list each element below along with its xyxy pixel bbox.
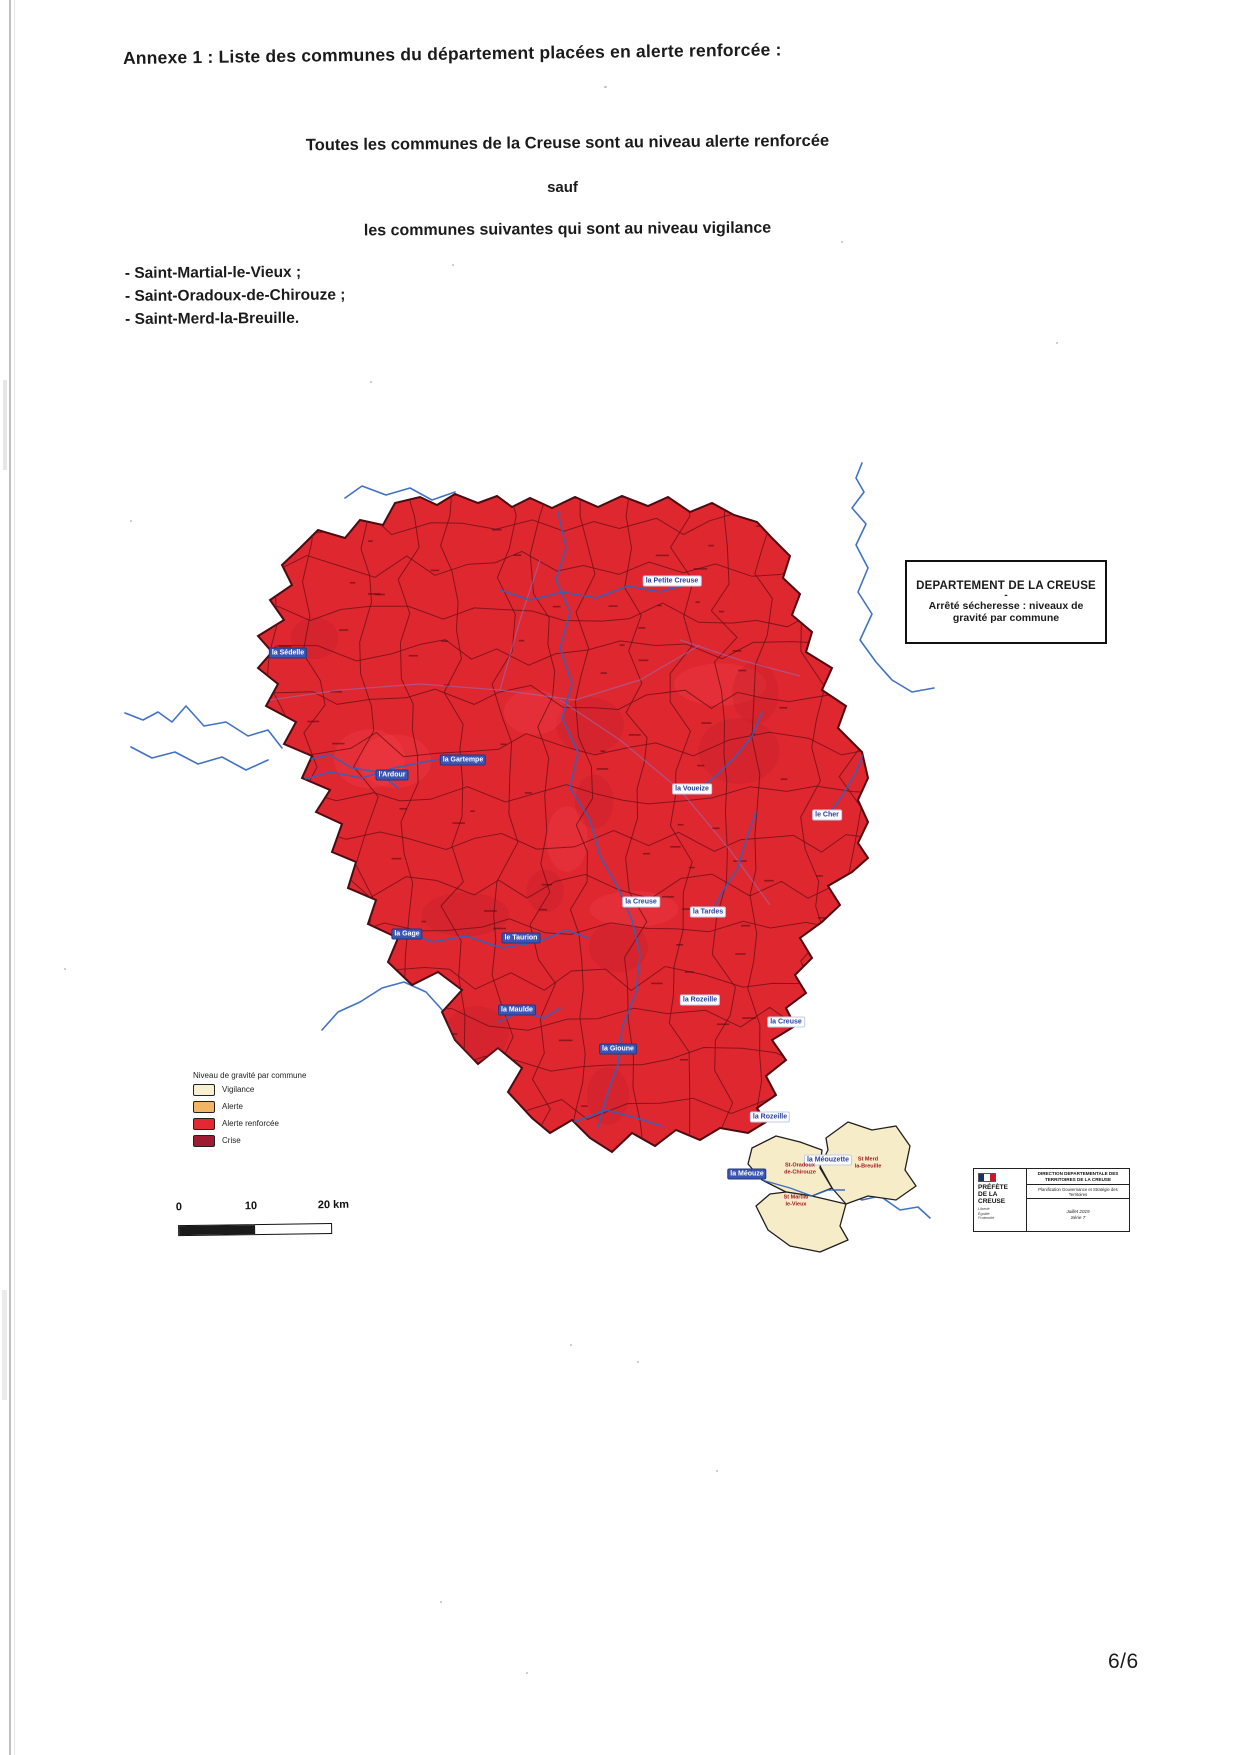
prefecture-stamp [973, 1168, 1130, 1232]
stamp-prefete: PRÉFÈTE [978, 1184, 1008, 1191]
stamp-service-line: Planification Gouvernance et Stratégie des Territoires [1027, 1185, 1129, 1199]
map-title-box [905, 560, 1107, 644]
river-label: la Tardes [690, 907, 726, 918]
river-label: la Sédelle [269, 648, 307, 659]
vigilance-commune-item: - Saint-Oradoux-de-Chirouze ; [124, 286, 346, 305]
legend-swatch [193, 1118, 215, 1130]
statement-line-3: les communes suivantes qui sont au niveau vigilance [363, 219, 772, 240]
scan-speck [130, 520, 132, 522]
river-label: la Gage [391, 929, 422, 940]
french-flag-icon [978, 1173, 996, 1182]
scan-speck [637, 1361, 639, 1363]
vigilance-commune-label: St Martial le-Vieux [783, 1194, 809, 1207]
river-label: l'Ardour [376, 770, 409, 781]
river-label: la Creuse [622, 897, 660, 908]
vigilance-commune-item: - Saint-Martial-le-Vieux ; [124, 263, 302, 283]
river-label: la Creuse [767, 1017, 805, 1028]
scale-tick-10: 10 [244, 1200, 258, 1213]
river-label: la Petite Creuse [643, 576, 702, 587]
statement-line-1: Toutes les communes de la Creuse sont au niveau alerte renforcée [305, 131, 830, 155]
river-label: la Méouze [727, 1169, 766, 1180]
scan-speck [604, 86, 607, 88]
stamp-date-line1: Juillet 2019 [1066, 1209, 1090, 1215]
legend-item [193, 1118, 306, 1129]
river-label: la Gioune [599, 1044, 637, 1055]
map-scale-bar [163, 1199, 364, 1242]
vigilance-commune-label: St-Oradoux de-Chirouze [784, 1162, 816, 1175]
scale-bar-graphic [178, 1223, 332, 1236]
legend-label: Alerte renforcée [222, 1119, 279, 1128]
river-label: la Voueize [672, 784, 712, 795]
vigilance-communes-list [125, 263, 346, 334]
stamp-date-block [1027, 1199, 1129, 1231]
stamp-de-la-creuse: DE LA CREUSE [978, 1191, 1006, 1205]
legend-label: Crise [222, 1136, 241, 1145]
river-label: le Cher [812, 810, 842, 821]
scale-tick-0: 0 [175, 1201, 183, 1214]
legend-item [193, 1101, 306, 1112]
legend-label: Vigilance [222, 1085, 255, 1094]
scan-speck [370, 381, 372, 383]
legend-label: Alerte [222, 1102, 243, 1111]
vigilance-communes [748, 1122, 916, 1252]
vigilance-commune-item: - Saint-Merd-la-Breuille. [125, 309, 300, 328]
statement-line-2: sauf [547, 179, 578, 196]
scan-speck [920, 689, 923, 691]
legend-item [193, 1084, 306, 1095]
map-title-line2: Arrêté sécheresse : niveaux de gravité par commune [928, 600, 1084, 624]
legend-title: Niveau de gravité par commune [193, 1071, 307, 1080]
river-label: la Rozeille [680, 995, 720, 1006]
river-label: la Gartempe [440, 755, 486, 766]
map-legend [193, 1071, 306, 1152]
scan-speck [1056, 342, 1058, 344]
river-label: la Rozeille [750, 1112, 790, 1123]
river-label: le Taurion [502, 933, 541, 944]
stamp-prefecture-block [974, 1169, 1027, 1231]
legend-item [193, 1135, 306, 1146]
vigilance-commune-label: St Merd la-Breuille [854, 1156, 882, 1169]
scan-speck [64, 968, 66, 970]
scan-speck [716, 1470, 718, 1472]
stamp-direction-block [1027, 1169, 1129, 1231]
scale-tick-20: 20 km [317, 1198, 350, 1212]
page-number: 6/6 [1108, 1650, 1139, 1673]
legend-swatch [193, 1084, 215, 1096]
stamp-motto: Liberté Égalité Fraternité [978, 1207, 995, 1220]
annex-title: Annexe 1 : Liste des communes du département placées en alerte renforcée : [122, 39, 782, 68]
scan-speck [440, 1601, 442, 1603]
scan-speck [452, 264, 454, 266]
scan-speck [570, 1344, 572, 1346]
river-label: la Méouzette [804, 1155, 852, 1166]
legend-swatch [193, 1101, 215, 1113]
map-title-dash: - [1004, 590, 1008, 601]
stamp-direction-title: DIRECTION DEPARTEMENTALE DES TERRITOIRES DE LA CREUSE [1027, 1169, 1129, 1185]
legend-swatch [193, 1135, 215, 1147]
scan-speck [526, 1672, 528, 1674]
scan-speck [841, 241, 843, 243]
map-title-line1: DEPARTEMENT DE LA CREUSE [916, 580, 1096, 592]
stamp-date-line2: Série 7 [1070, 1215, 1086, 1221]
river-label: la Maulde [498, 1005, 536, 1016]
